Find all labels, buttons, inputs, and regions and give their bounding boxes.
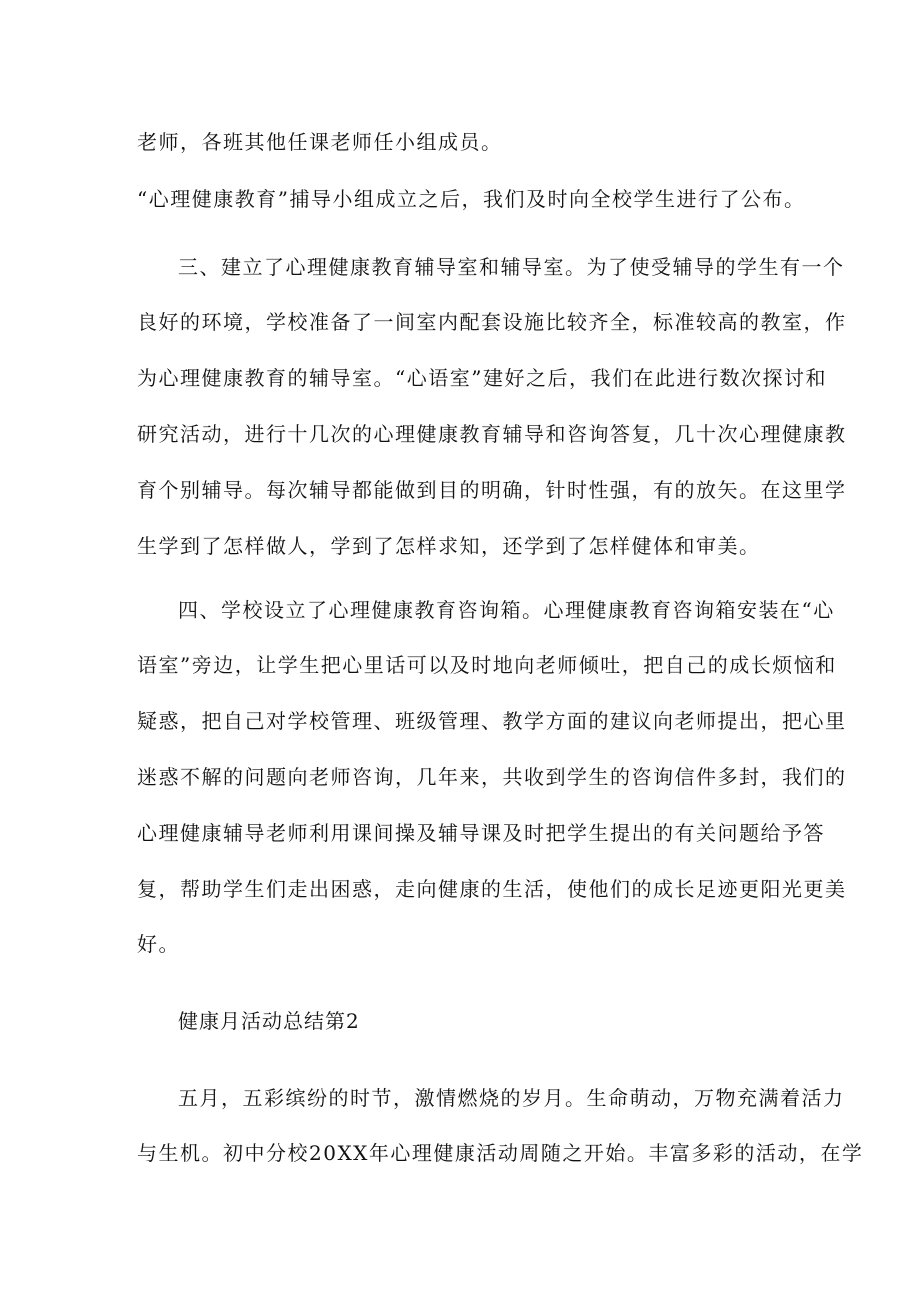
paragraph-line: 育个别辅导。每次辅导都能做到目的明确，针时性强，有的放矢。在这里学	[137, 478, 847, 502]
paragraph-line: 四、学校设立了心理健康教育咨询箱。心理健康教育咨询箱安装在“心	[178, 598, 835, 622]
paragraph-line: 与生机。初中分校20XX年心理健康活动周随之开始。丰富多彩的活动，在学	[137, 1141, 864, 1165]
paragraph-line: 三、建立了心理健康教育辅导室和辅导室。为了使受辅导的学生有一个	[178, 255, 845, 279]
paragraph-line: 心理健康辅导老师利用课间操及辅导课及时把学生提出的有关问题给予答	[137, 821, 825, 845]
paragraph-line: 老师，各班其他任课老师任小组成员。	[137, 130, 503, 154]
paragraph-line: 良好的环境，学校准备了一间室内配套设施比较齐全，标准较高的教室，作	[137, 310, 847, 334]
paragraph-line: 好。	[137, 932, 180, 956]
paragraph-line: 生学到了怎样做人，学到了怎样求知，还学到了怎样健体和审美。	[137, 534, 761, 558]
paragraph-line: 为心理健康教育的辅导室。“心语室”建好之后，我们在此进行数次探讨和	[137, 366, 827, 390]
section-heading: 健康月活动总结第2	[178, 1009, 360, 1033]
paragraph-line: “心理健康教育”捕导小组成立之后，我们及时向全校学生进行了公布。	[137, 187, 806, 211]
paragraph-line: 迷惑不解的问题向老师咨询，几年来，共收到学生的咨询信件多封，我们的	[137, 765, 847, 789]
paragraph-line: 复，帮助学生们走出困惑，走向健康的生活，使他们的成长足迹更阳光更美	[137, 877, 847, 901]
paragraph-line: 疑惑，把自己对学校管理、班级管理、教学方面的建议向老师提出，把心里	[137, 709, 847, 733]
paragraph-line: 研究活动，进行十几次的心理健康教育辅导和咨询答复，几十次心理健康教	[137, 422, 847, 446]
paragraph-line: 语室”旁边，让学生把心里话可以及时地向老师倾吐，把自己的成长烦恼和	[137, 653, 837, 677]
paragraph-line: 五月，五彩缤纷的时节，激情燃烧的岁月。生命萌动，万物充满着活力	[178, 1086, 845, 1110]
